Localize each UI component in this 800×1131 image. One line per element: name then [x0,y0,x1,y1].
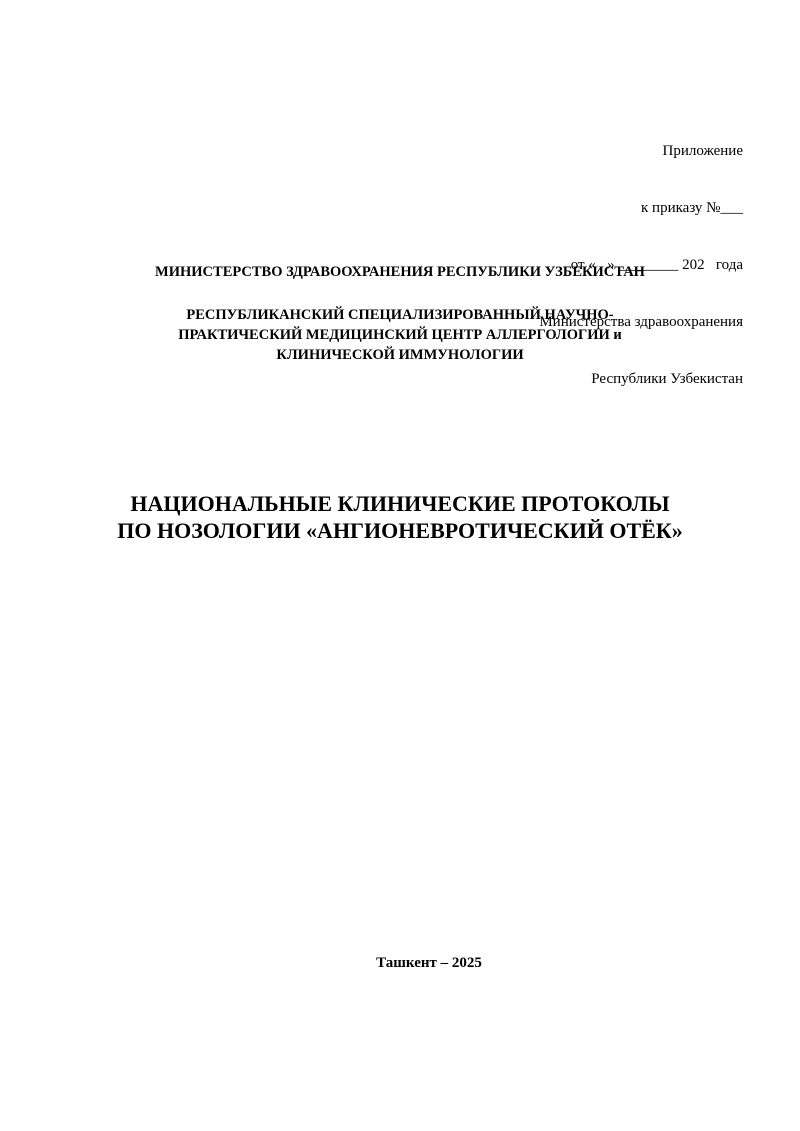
document-title [0,490,800,544]
document-title-line1: НАЦИОНАЛЬНЫЕ КЛИНИЧЕСКИЕ ПРОТОКОЛЫ [130,491,670,516]
document-title-line2: ПО НОЗОЛОГИИ «АНГИОНЕВРОТИЧЕСКИЙ ОТЁК» [117,518,683,543]
ministry-heading: МИНИСТЕРСТВО ЗДРАВООХРАНЕНИЯ РЕСПУБЛИКИ УЗБЕКИСТАН [155,264,645,280]
annex-title: Приложение [662,143,743,159]
annex-ministry: Министерства здравоохранения [539,314,743,330]
place-and-year: Ташкент – 2025 [376,955,482,971]
center-heading-line1: РЕСПУБЛИКАНСКИЙ СПЕЦИАЛИЗИРОВАННЫЙ НАУЧНО- [186,307,614,323]
center-heading [0,305,800,365]
center-heading-line3: КЛИНИЧЕСКОЙ ИММУНОЛОГИИ [276,347,524,363]
center-heading-line2: ПРАКТИЧЕСКИЙ МЕДИЦИНСКИЙ ЦЕНТР АЛЛЕРГОЛОГИИ и [178,327,622,343]
annex-order-number: к приказу №___ [641,200,743,216]
annex-order-date: от « » ________ 202 года [570,257,743,273]
annex-republic: Республики Узбекистан [591,371,743,387]
